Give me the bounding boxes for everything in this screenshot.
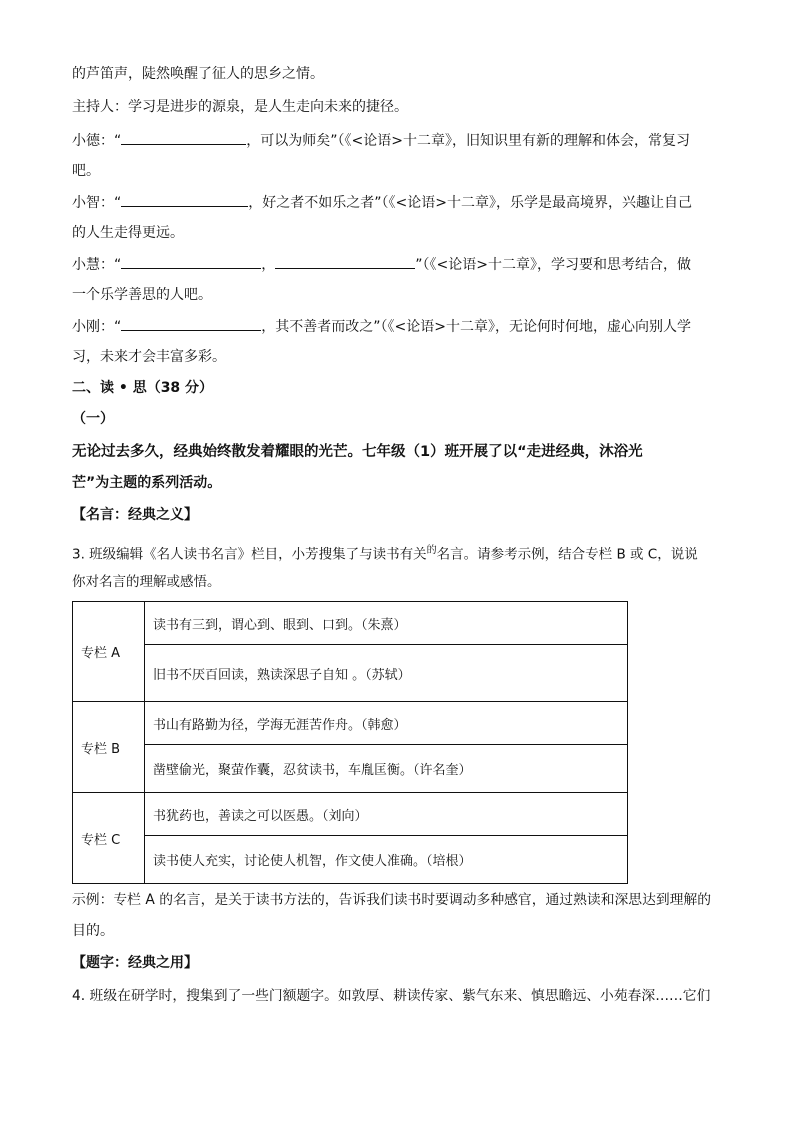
column-name-cell: 专栏 B xyxy=(73,702,145,793)
answer-blank[interactable] xyxy=(121,130,246,145)
table-row xyxy=(73,836,628,884)
quote-cell: 凿壁偷光，聚萤作囊，忍贫读书，车胤匡衡。（许名奎） xyxy=(145,745,628,793)
text-line: 吧。 xyxy=(72,163,100,179)
table-row xyxy=(73,645,628,702)
text-line: 小慧：“ ， ”（《<论语>十二章》，学习要和思考结合，做 xyxy=(72,254,691,275)
table-row xyxy=(73,702,628,745)
subsection-heading: 【题字：经典之用】 xyxy=(72,955,198,971)
question-4: 4. 班级在研学时，搜集到了一些门额题字。如敦厚、耕读传家、紫气东来、慎思瞻远、小苑春深……它们 xyxy=(72,988,711,1004)
text-line: 小德：“ ，可以为师矣”（《<论语>十二章》，旧知识里有新的理解和体会，常复习 xyxy=(72,130,690,151)
quote-cell: 旧书不厌百回读，熟读深思子自知 。（苏轼） xyxy=(145,645,628,702)
quote-cell: 读书使人充实，讨论使人机智，作文使人准确。（培根） xyxy=(145,836,628,884)
text-line: 的芦笛声，陡然唤醒了征人的思乡之情。 xyxy=(72,66,324,82)
answer-blank[interactable] xyxy=(121,316,261,331)
quote-cell: 书犹药也，善读之可以医愚。（刘向） xyxy=(145,793,628,836)
question-3-cont: 你对名言的理解或感悟。 xyxy=(72,574,221,590)
text-line: 习，未来才会丰富多彩。 xyxy=(72,349,226,365)
answer-blank[interactable] xyxy=(121,254,261,269)
text-line: 的人生走得更远。 xyxy=(72,225,184,241)
table-row xyxy=(73,745,628,793)
example-line: 目的。 xyxy=(72,923,114,939)
text-line: 小刚：“ ，其不善者而改之”（《<论语>十二章》，无论何时何地，虚心向别人学 xyxy=(72,316,691,337)
example-line: 示例：专栏 A 的名言，是关于读书方法的，告诉我们读书时要调动多种感官，通过熟读和深思达到理解的 xyxy=(72,892,712,908)
table-row xyxy=(73,602,628,645)
section-heading: 二、读 • 思（38 分） xyxy=(72,380,214,396)
answer-blank[interactable] xyxy=(275,254,415,269)
text-line: 小智：“ ，好之者不如乐之者”（《<论语>十二章》，乐学是最高境界，兴趣让自己 xyxy=(72,192,692,213)
quote-cell: 读书有三到，谓心到、眼到、口到。（朱熹） xyxy=(145,602,628,645)
intro-line: 芒”为主题的系列活动。 xyxy=(72,475,222,491)
column-name-cell: 专栏 A xyxy=(73,602,145,702)
quotes-table xyxy=(72,601,628,884)
text-line: 主持人：学习是进步的源泉，是人生走向未来的捷径。 xyxy=(72,99,408,115)
quote-cell: 书山有路勤为径，学海无涯苦作舟。（韩愈） xyxy=(145,702,628,745)
question-3: 3. 班级编辑《名人读书名言》栏目，小芳搜集了与读书有关$^的$名言。请参考示例，结合专栏 B 或 C，说说 xyxy=(72,545,698,563)
table-row xyxy=(73,793,628,836)
intro-line: 无论过去多久，经典始终散发着耀眼的光芒。七年级（1）班开展了以“走进经典，沐浴光 xyxy=(72,444,643,460)
column-name-cell: 专栏 C xyxy=(73,793,145,884)
text-line: 一个乐学善思的人吧。 xyxy=(72,287,212,303)
subsection-heading: 【名言：经典之义】 xyxy=(72,507,198,523)
part-heading: （一） xyxy=(72,411,114,427)
answer-blank[interactable] xyxy=(121,192,248,207)
